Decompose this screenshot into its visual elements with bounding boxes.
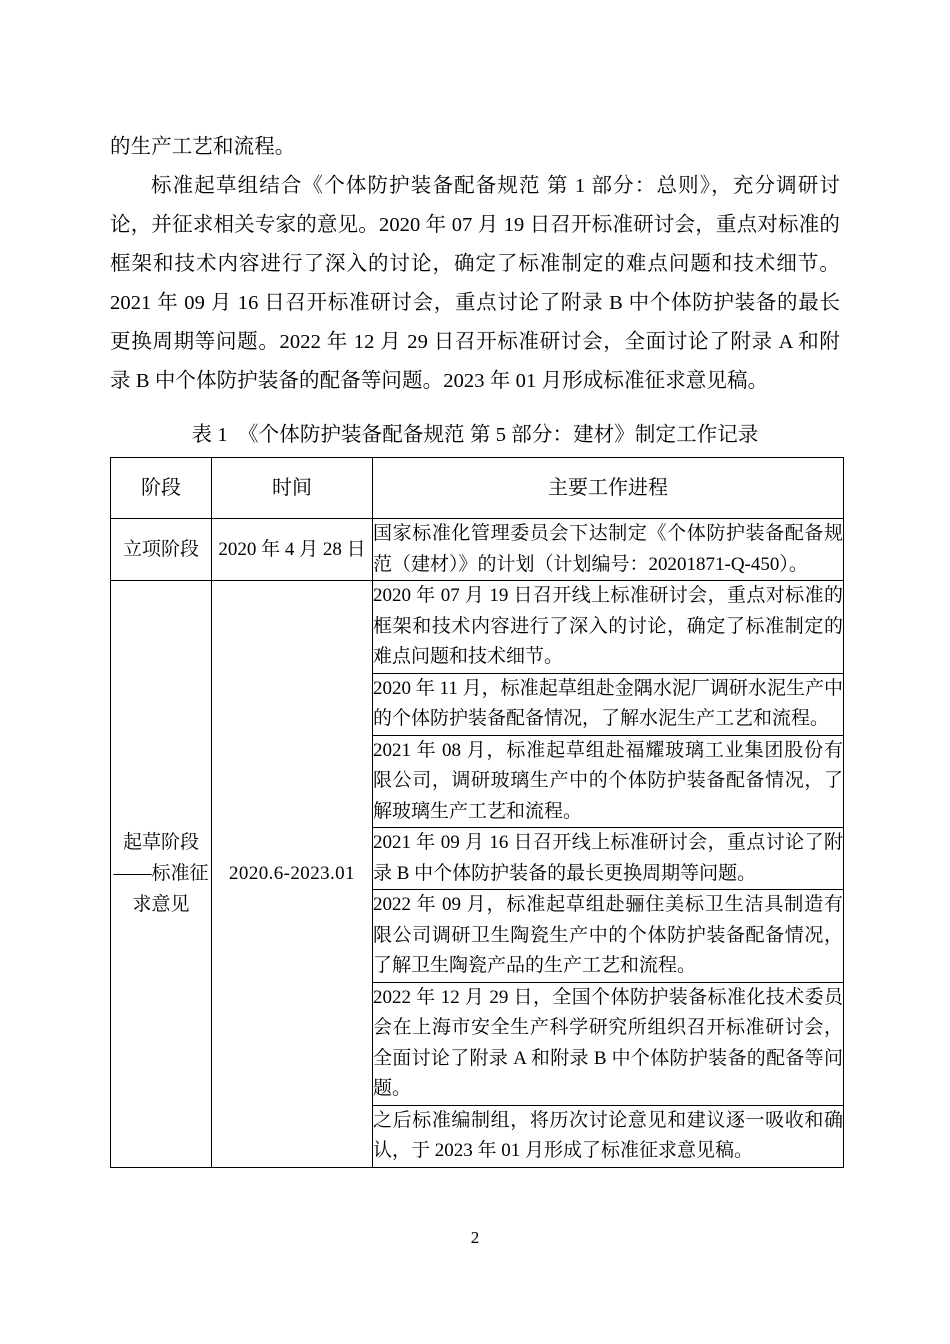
- cell-progress-item: 之后标准编制组，将历次讨论意见和建议逐一吸收和确认，于 2023 年 01 月形成了标准征求意见稿。: [373, 1105, 844, 1167]
- page-content: [110, 128, 843, 1168]
- cell-progress-project-initiation: 国家标准化管理委员会下达制定《个体防护装备配备规范（建材）》的计划（计划编号：20201871-Q-450）。: [373, 519, 844, 581]
- paragraph-drafting-process: 标准起草组结合《个体防护装备配备规范 第 1 部分：总则》，充分调研讨论，并征求相关专家的意见。2020 年 07 月 19 日召开标准研讨会，重点对标准的框架和技术内容进行了深入的讨论，确定了标准制定的难点问题和技术细节。2021 年 09 月 16 日召开标准研讨会，重点讨论了附录 B 中个体防护装备的最长更换周期等问题。2022 年 12 月 29 日召开标准研讨会，全面讨论了附录 A 和附录 B 中个体防护装备的配备等问题。2023 年 01 月形成标准征求意见稿。: [110, 175, 840, 392]
- table-header-row: [111, 458, 844, 519]
- cell-progress-item: 2020 年 11 月，标准起草组赴金隅水泥厂调研水泥生产中的个体防护装备配备情况，了解水泥生产工艺和流程。: [373, 673, 844, 735]
- cell-progress-item: 2022 年 09 月，标准起草组赴骊住美标卫生洁具制造有限公司调研卫生陶瓷生产中的个体防护装备配备情况，了解卫生陶瓷产品的生产工艺和流程。: [373, 890, 844, 983]
- cell-stage-project-initiation: 立项阶段: [111, 519, 212, 581]
- cell-progress-item: 2021 年 09 月 16 日召开线上标准研讨会，重点讨论了附录 B 中个体防护装备的最长更换周期等问题。: [373, 828, 844, 890]
- table-header-stage-label: 阶段: [141, 477, 181, 499]
- table-header-progress-label: 主要工作进程: [548, 477, 668, 499]
- table-header-time-label: 时间: [272, 477, 312, 499]
- page-number: 2: [470, 1228, 480, 1247]
- table-row: [111, 519, 844, 581]
- cell-time-project-initiation: 2020 年 4 月 28 日: [212, 519, 373, 581]
- cell-progress-item: 2020 年 07 月 19 日召开线上标准研讨会，重点对标准的框架和技术内容进行了深入的讨论，确定了标准制定的难点问题和技术细节。: [373, 581, 844, 674]
- work-record-table: [110, 457, 844, 1168]
- cell-progress-item: 2022 年 12 月 29 日，全国个体防护装备标准化技术委员会在上海市安全生产科学研究所组织召开标准研讨会，全面讨论了附录 A 和附录 B 中个体防护装备的配备等问题。: [373, 982, 844, 1105]
- table-header-time: [212, 458, 373, 519]
- cell-time-drafting: 2020.6-2023.01: [212, 581, 373, 1168]
- table-header-progress: [373, 458, 844, 519]
- table-caption: 表 1 《个体防护装备配备规范 第 5 部分：建材》制定工作记录: [191, 424, 759, 446]
- paragraph-continuation: 的生产工艺和流程。: [110, 136, 296, 158]
- cell-progress-item: 2021 年 08 月，标准起草组赴福耀玻璃工业集团股份有限公司，调研玻璃生产中的个体防护装备配备情况，了解玻璃生产工艺和流程。: [373, 735, 844, 828]
- cell-stage-drafting: 起草阶段——标准征求意见: [111, 581, 212, 1168]
- table-row: [111, 581, 844, 674]
- table-header-stage: [111, 458, 212, 519]
